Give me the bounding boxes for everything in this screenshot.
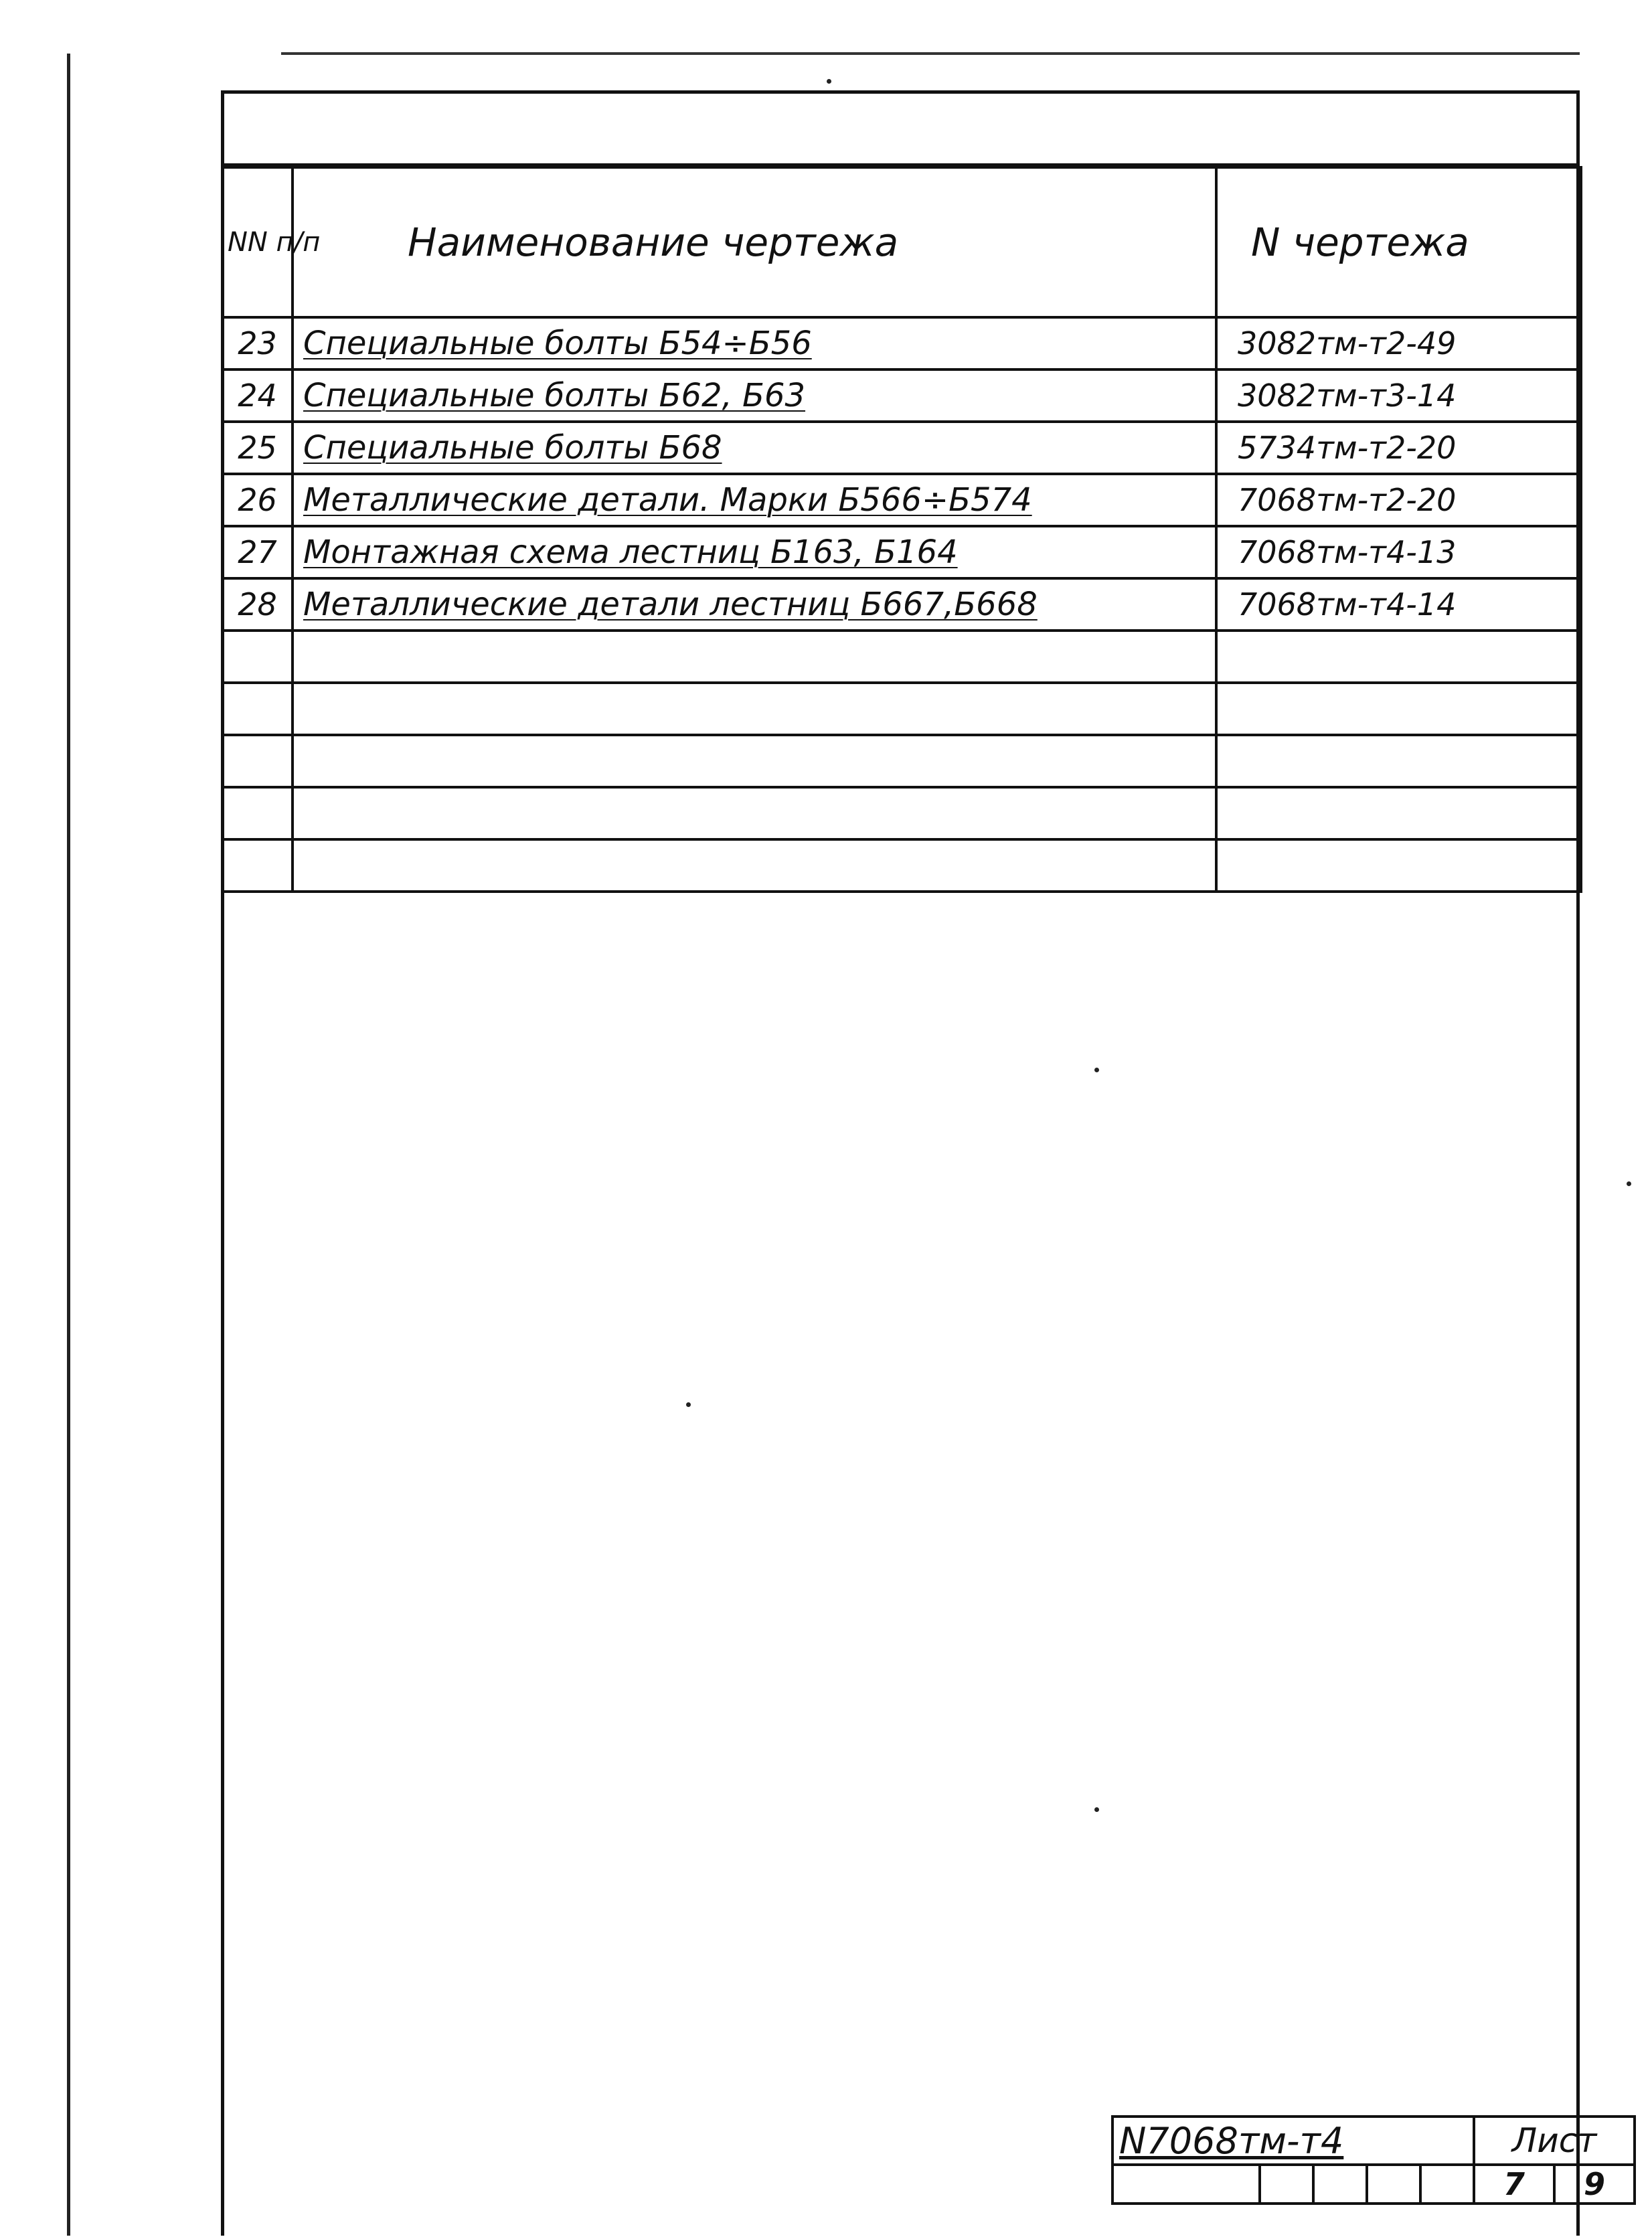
- table-row: [222, 526, 1581, 578]
- row-code: [1216, 683, 1581, 735]
- table-header-row: [222, 167, 1581, 317]
- scan-speck: [1094, 1807, 1099, 1812]
- header-name: Наименование чертежа: [293, 167, 1216, 317]
- table-row: [222, 631, 1581, 683]
- row-name: [293, 631, 1216, 683]
- top-border-stroke: [281, 52, 1580, 55]
- table-row: [222, 683, 1581, 735]
- row-number: [222, 787, 293, 839]
- drawing-frame: [221, 90, 1580, 2236]
- title-block-cell: [1112, 2165, 1260, 2204]
- table-row: [222, 787, 1581, 839]
- row-number: [222, 683, 293, 735]
- table-row: [222, 839, 1581, 892]
- scan-speck: [686, 1402, 691, 1407]
- row-name: [293, 735, 1216, 787]
- header-code: N чертежа: [1216, 167, 1581, 317]
- title-block-cell: [1420, 2165, 1474, 2204]
- sheet-label: Лист: [1474, 2117, 1635, 2165]
- binding-margin-line: [67, 54, 70, 2236]
- row-number: [222, 735, 293, 787]
- title-block-cell: [1260, 2165, 1313, 2204]
- row-name: [293, 683, 1216, 735]
- row-number: 25: [222, 422, 293, 474]
- title-block-cell: [1313, 2165, 1367, 2204]
- row-name: Специальные болты Б54÷Б56: [293, 317, 1216, 369]
- document-code: N7068тм-т4: [1112, 2117, 1474, 2165]
- table-row: [222, 317, 1581, 369]
- row-code: 7068тм-т4-13: [1216, 526, 1581, 578]
- row-name: [293, 787, 1216, 839]
- row-name: Металлические детали. Марки Б566÷Б574: [293, 474, 1216, 526]
- table-row: [222, 474, 1581, 526]
- header-band: [224, 94, 1576, 166]
- row-code: 3082тм-т2-49: [1216, 317, 1581, 369]
- row-name: Специальные болты Б62, Б63: [293, 369, 1216, 422]
- table-row: [222, 422, 1581, 474]
- row-code: 7068тм-т2-20: [1216, 474, 1581, 526]
- scan-speck: [1627, 1181, 1631, 1186]
- title-block-cell: [1367, 2165, 1420, 2204]
- row-number: [222, 631, 293, 683]
- row-number: 24: [222, 369, 293, 422]
- drawings-list-table: [221, 166, 1582, 893]
- row-name: [293, 839, 1216, 892]
- row-number: [222, 839, 293, 892]
- header-number: NN п/п: [222, 167, 293, 317]
- table-body: [222, 317, 1581, 892]
- row-number: 23: [222, 317, 293, 369]
- row-code: [1216, 787, 1581, 839]
- row-code: 5734тм-т2-20: [1216, 422, 1581, 474]
- row-name: Монтажная схема лестниц Б163, Б164: [293, 526, 1216, 578]
- row-code: [1216, 631, 1581, 683]
- table-row: [222, 578, 1581, 631]
- row-name: Специальные болты Б68: [293, 422, 1216, 474]
- table-row: [222, 735, 1581, 787]
- scan-speck: [1094, 1068, 1099, 1072]
- sheet-total: 9: [1554, 2165, 1635, 2204]
- row-name: Металлические детали лестниц Б667,Б668: [293, 578, 1216, 631]
- title-block: [1111, 2115, 1636, 2205]
- row-code: [1216, 735, 1581, 787]
- sheet-number: 7: [1474, 2165, 1554, 2204]
- row-number: 28: [222, 578, 293, 631]
- scan-speck: [827, 79, 831, 84]
- row-code: 3082тм-т3-14: [1216, 369, 1581, 422]
- table-row: [222, 369, 1581, 422]
- row-code: [1216, 839, 1581, 892]
- row-number: 26: [222, 474, 293, 526]
- row-code: 7068тм-т4-14: [1216, 578, 1581, 631]
- row-number: 27: [222, 526, 293, 578]
